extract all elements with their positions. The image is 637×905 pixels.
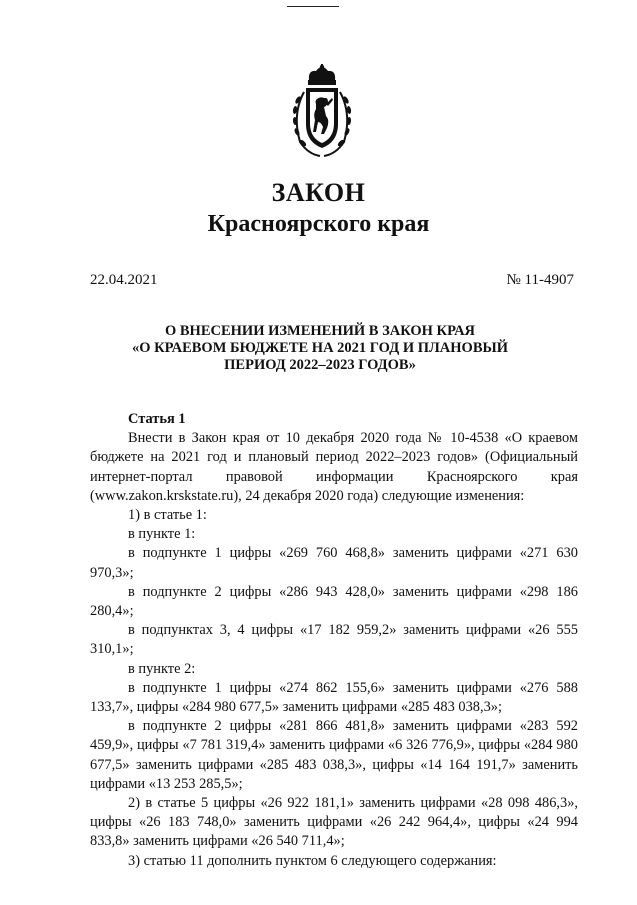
top-rule	[287, 6, 339, 7]
paragraph: в пункте 2:	[128, 660, 196, 677]
article-title: Статья 1	[128, 411, 186, 427]
paragraph: в пункте 1:	[128, 526, 196, 543]
coat-of-arms-icon	[286, 64, 358, 160]
paragraph: в подпункте 1 цифры «269 760 468,8» заменить цифрами «271 630 970,3»;	[90, 545, 578, 581]
paragraph: 2) в статье 5 цифры «26 922 181,1» заменить цифрами «28 098 486,3», цифры «26 183 748,0» заменить цифрами «26 242 964,4», цифры «24 994 833,8» заменить цифрами «26 540 711,4»;	[90, 795, 578, 850]
document-body	[90, 410, 578, 871]
paragraph: 1) в статье 1:	[128, 507, 207, 524]
paragraph: в подпункте 1 цифры «274 862 155,6» заменить цифрами «276 588 133,7», цифры «284 980 677,5» заменить цифрами «285 483 038,3»;	[90, 679, 578, 716]
paragraph: в подпунктах 3, 4 цифры «17 182 959,2» заменить цифрами «26 555 310,1»;	[90, 622, 578, 658]
paragraph: Внести в Закон края от 10 декабря 2020 года № 10-4538 «О краевом бюджете на 2021 год и плановый период 2022–2023 годов» (Официальный интернет-портал правовой информации Красноярского края (www.zakon.krskstate.ru), 24 декабря 2020 года) следующие изменения:	[90, 430, 578, 504]
paragraph: 3) статью 11 дополнить пунктом 6 следующего содержания:	[128, 852, 497, 869]
document-title: ЗАКОН	[271, 178, 366, 207]
heading-line: «О КРАЕВОМ БЮДЖЕТЕ НА 2021 ГОД И ПЛАНОВЫЙ	[131, 340, 509, 356]
paragraph: в подпункте 2 цифры «281 866 481,8» заменить цифрами «283 592 459,9», цифры «7 781 319,4» заменить цифрами «6 326 776,9», цифры «284 980 677,5» заменить цифрами «285 483 038,3», цифры «14 164 191,7» заменить цифрами «13 253 285,5»;	[90, 718, 578, 792]
document-date: 22.04.2021	[90, 272, 158, 288]
document-subtitle: Красноярского края	[207, 211, 430, 237]
law-heading	[110, 323, 530, 374]
document-number: № 11-4907	[506, 272, 574, 288]
heading-line: ПЕРИОД 2022–2023 ГОДОВ»	[224, 357, 416, 373]
heading-line: О ВНЕСЕНИИ ИЗМЕНЕНИЙ В ЗАКОН КРАЯ	[164, 323, 476, 339]
paragraph: в подпункте 2 цифры «286 943 428,0» заменить цифрами «298 186 280,4»;	[90, 583, 578, 620]
